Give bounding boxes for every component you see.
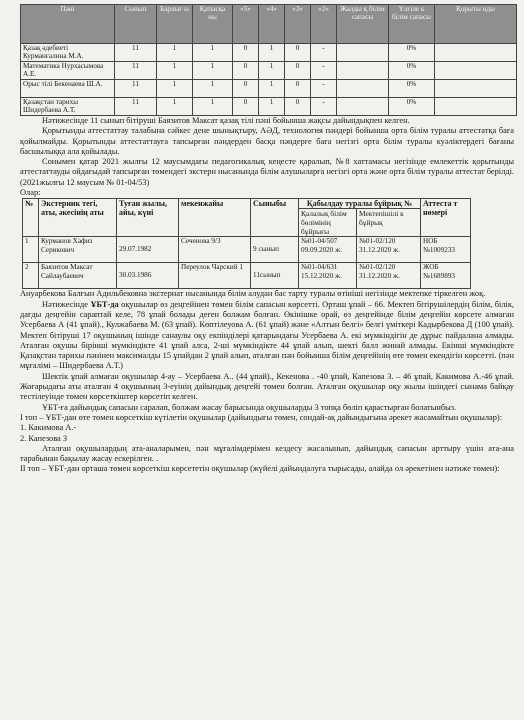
- table-cell: 1: [157, 62, 193, 80]
- table-cell: №01-02/120 31.12.2020 ж.: [357, 237, 421, 263]
- paragraph: Қорытынды аттестаттау талабына сәйкес дене шынықтыру, АӘД, технология пәндері бойынша орта білім туралы аттестатқа баға қойылмайды. Қорытынды аттестаттауға тапсырған пәндерден басқа пәндерге баға негізгі орта білім туралы куәліктердегі бағаны басшылыққа ала қойылады.: [20, 126, 514, 156]
- table-cell: 0%: [389, 80, 435, 98]
- table-cell: 11: [115, 80, 157, 98]
- header-cell: Қатысқа ны: [193, 5, 233, 44]
- table-cell: 0%: [389, 44, 435, 62]
- paragraph: ҰБТ-ға дайындық сапасын саралап, болжам жасау барысында оқушыларды 3 топқа бөліп қарастырған болатынбыз.: [42, 402, 457, 412]
- table-cell: 9 сынып: [251, 237, 299, 263]
- table-cell: 11сынып: [251, 263, 299, 289]
- results-table-header: [21, 5, 517, 44]
- table-cell: Қазақстан тарихы Шидербаева А.Т.: [21, 98, 115, 116]
- table-cell: Переулок Чарский 1: [179, 263, 251, 289]
- table-cell: 1: [157, 98, 193, 116]
- table-cell: [337, 80, 389, 98]
- table-cell: 1: [193, 80, 233, 98]
- header-cell: Экстерник тегі, аты, әкесінің аты: [39, 199, 117, 237]
- paragraph-body: оқушылар өз деңгейінен төмен білім сапасын көрсетті. Орташ ұпай – 66. Мектеп бітірушілердің білім, білік, дағды деңгейін сараптай келе, 78 ұпай болады деген болжам болған. Өкінішке орай, өз деңгейінде білім деңгейін көрсете алмаған Усербаева А (41 ұпай)., Кулжабаева М. (63 ұпай). Көптілеуова А. (61 ұпай) және «Алтын белгі» белгі үміткері Кадырбекова Д (100 ұпай). Мектеп бітіруші 17 оқушының ішінде санаулы оқу екпінділері қатарындағы Усербаева А. екі мүмкіндігін де дұрыс пайдалана алмады. Аталған оқушы бірінші мүмкіндікте 41 ұпай алса, 2-ші мүмкіндікте 44 ұпай алып, шекті балл жинай алмады. Екінші мүмкіндікте Қазақстан тарихы пәнінен максималды 15 ұпайдан 2 ұпай алып, аталған пән бойынша білім деңгейінің өте төмен екендігін көрсетті. (пән мұғалімі – Шидербаева А.Т.): [20, 299, 515, 371]
- paragraph: Сонымен қатар 2021 жылғы 12 маусымдағы педагогикалық кеңесте қаралып, №8 хаттамасы негізінде емлекеттік қорытынды аттестаттауды ойдағыдай тапсырған төмендегі экстерн нысанында білім алушыларға негізгі орта және орта білім туралы аттестат берілді. (2021жылғы 12 маусым № 01-04/53): [20, 157, 514, 187]
- table-cell: Орыс тілі Бекенаева Ш.А.: [21, 80, 115, 98]
- table-cell: 1: [259, 80, 285, 98]
- table-cell: 29.07.1982: [117, 237, 179, 263]
- header-cell: «3»: [285, 5, 311, 44]
- paragraph: I топ – ҰБТ-дан өте төмен көрсеткіш күтілетін оқушылар (дайындығы төмен, сондай-ақ дайындығына әрекет жасамайтын оқушылар):: [20, 412, 503, 422]
- table-cell: [435, 98, 517, 116]
- table-cell: 0: [285, 44, 311, 62]
- table-cell: -: [311, 98, 337, 116]
- externs-header-row: [23, 199, 471, 209]
- table-row: [21, 62, 517, 80]
- table-cell: 1: [23, 237, 39, 263]
- table-cell: [337, 98, 389, 116]
- header-cell: Барлығ ы: [157, 5, 193, 44]
- list-item: 2. Капезова З: [20, 433, 68, 443]
- header-cell: Қорыты нды: [435, 5, 517, 44]
- table-cell: №01-04/631 15.12.2020 ж.: [299, 263, 357, 289]
- table-cell: 0: [285, 80, 311, 98]
- table-cell: 1: [157, 44, 193, 62]
- header-cell: Сынып: [115, 5, 157, 44]
- table-cell: [337, 62, 389, 80]
- paragraph: Шектік ұпай алмаған оқушылар 4-ау – Усербаева А.. (44 ұпай)., Кекенова . -40 ұпай, Капезова 3. – 46 ұпай, Какимова А.-46 ұпай. Жоғарыдағы аты аталған 4 оқушының 3-еуінің дайындық деңгейі төмен болған. Аталған оқушылар оқу жылы ішіндегі сынама байқау тестілеуінде төмен көрсеткіштер көрсетіп келген.: [20, 371, 514, 402]
- table-cell: 0%: [389, 98, 435, 116]
- table-cell: -: [311, 44, 337, 62]
- table-row: [23, 263, 471, 289]
- paragraph: Нәтижесінде 11 сынып бітіруші Баязитов Максат қазақ тілі пәні бойынша жақсы дайындықпен келген.: [42, 116, 410, 125]
- table-row: [21, 44, 517, 62]
- paragraph: Ануарбекова Балғын Адильбековна экстернат нысанында білім алудан бас тарту туралы өтініші негізінде мектепке тіркелген жоқ.: [20, 289, 486, 299]
- table-cell: 1: [193, 44, 233, 62]
- table-cell: 11: [115, 98, 157, 116]
- olar-label: Олар:: [20, 188, 41, 198]
- table-cell: ЖОБ №1689893: [421, 263, 471, 289]
- table-row: [23, 237, 471, 263]
- header-cell: Жалды қ білім сапасы: [337, 5, 389, 44]
- table-row: [21, 80, 517, 98]
- header-cell: №: [23, 199, 39, 237]
- paragraph: II топ – ҰБТ-дан орташа төмен көрсеткіш көрсететін оқушылар (жүйелі дайындалуға тырысады, алайда ол әрекетінен нәтиже төмен):: [20, 464, 500, 474]
- header-cell: «2»: [311, 5, 337, 44]
- table-cell: Қазақ әдебиеті Курманғалина М.А.: [21, 44, 115, 62]
- table-cell: НОБ №1009233: [421, 237, 471, 263]
- table-cell: 0%: [389, 62, 435, 80]
- results-table: [20, 4, 517, 116]
- table-cell: 0: [233, 44, 259, 62]
- table-cell: 0: [285, 62, 311, 80]
- table-cell: 30.03.1986: [117, 263, 179, 289]
- header-cell: Аттеста т нөмері: [421, 199, 471, 237]
- ubt-highlight: ҰБТ-да: [90, 299, 119, 309]
- table-cell: 11: [115, 44, 157, 62]
- header-cell: мекенжайы: [179, 199, 251, 237]
- table-cell: 1: [193, 98, 233, 116]
- header-cell: Үлгіле к білім сапасы: [389, 5, 435, 44]
- table-cell: -: [311, 80, 337, 98]
- paragraph: [20, 300, 514, 372]
- paragraph-lead: Нәтижесінде: [42, 299, 91, 309]
- header-cell: Қабылдау туралы бұйрық №: [299, 199, 421, 209]
- table-cell: 11: [115, 62, 157, 80]
- table-cell: Курманов Хафиз Серикович: [39, 237, 117, 263]
- table-cell: Математика Нурхасымова А.Е.: [21, 62, 115, 80]
- header-cell: Қалалық білім бөлімінің бұйрығы: [299, 209, 357, 237]
- table-cell: -: [311, 62, 337, 80]
- list-item: 1. Какимова А.-: [20, 423, 77, 433]
- paragraph: Аталған оқушылардың ата-аналарымен, пән мұғалімдерімен кездесу жасалынып, дайындық сапасын арттыру үшін ата-ана тарабынан бақылау жасау ескерілген. .: [20, 443, 514, 464]
- table-cell: 0: [285, 98, 311, 116]
- table-cell: 1: [157, 80, 193, 98]
- header-cell: Пәні: [21, 5, 115, 44]
- table-cell: 1: [193, 62, 233, 80]
- header-cell: «5»: [233, 5, 259, 44]
- externs-table: [22, 198, 471, 289]
- table-cell: №01-04/507 09.09.2020 ж.: [299, 237, 357, 263]
- table-cell: 2: [23, 263, 39, 289]
- table-cell: [435, 44, 517, 62]
- table-cell: Баязитов Максат Сайлаубаевич: [39, 263, 117, 289]
- table-cell: 1: [259, 62, 285, 80]
- table-cell: 1: [259, 44, 285, 62]
- table-cell: [435, 80, 517, 98]
- table-cell: Сеченова 9/3: [179, 237, 251, 263]
- header-cell: Мектепішілі к бұйрық: [357, 209, 421, 237]
- table-cell: 0: [233, 98, 259, 116]
- table-cell: №01-02/120 31.12.2020 ж.: [357, 263, 421, 289]
- table-cell: [435, 62, 517, 80]
- table-cell: [337, 44, 389, 62]
- header-cell: Сыныбы: [251, 199, 299, 237]
- table-row: [21, 98, 517, 116]
- table-cell: 0: [233, 80, 259, 98]
- header-cell: «4»: [259, 5, 285, 44]
- header-cell: Туған жылы, айы, күні: [117, 199, 179, 237]
- table-cell: 1: [259, 98, 285, 116]
- table-cell: 0: [233, 62, 259, 80]
